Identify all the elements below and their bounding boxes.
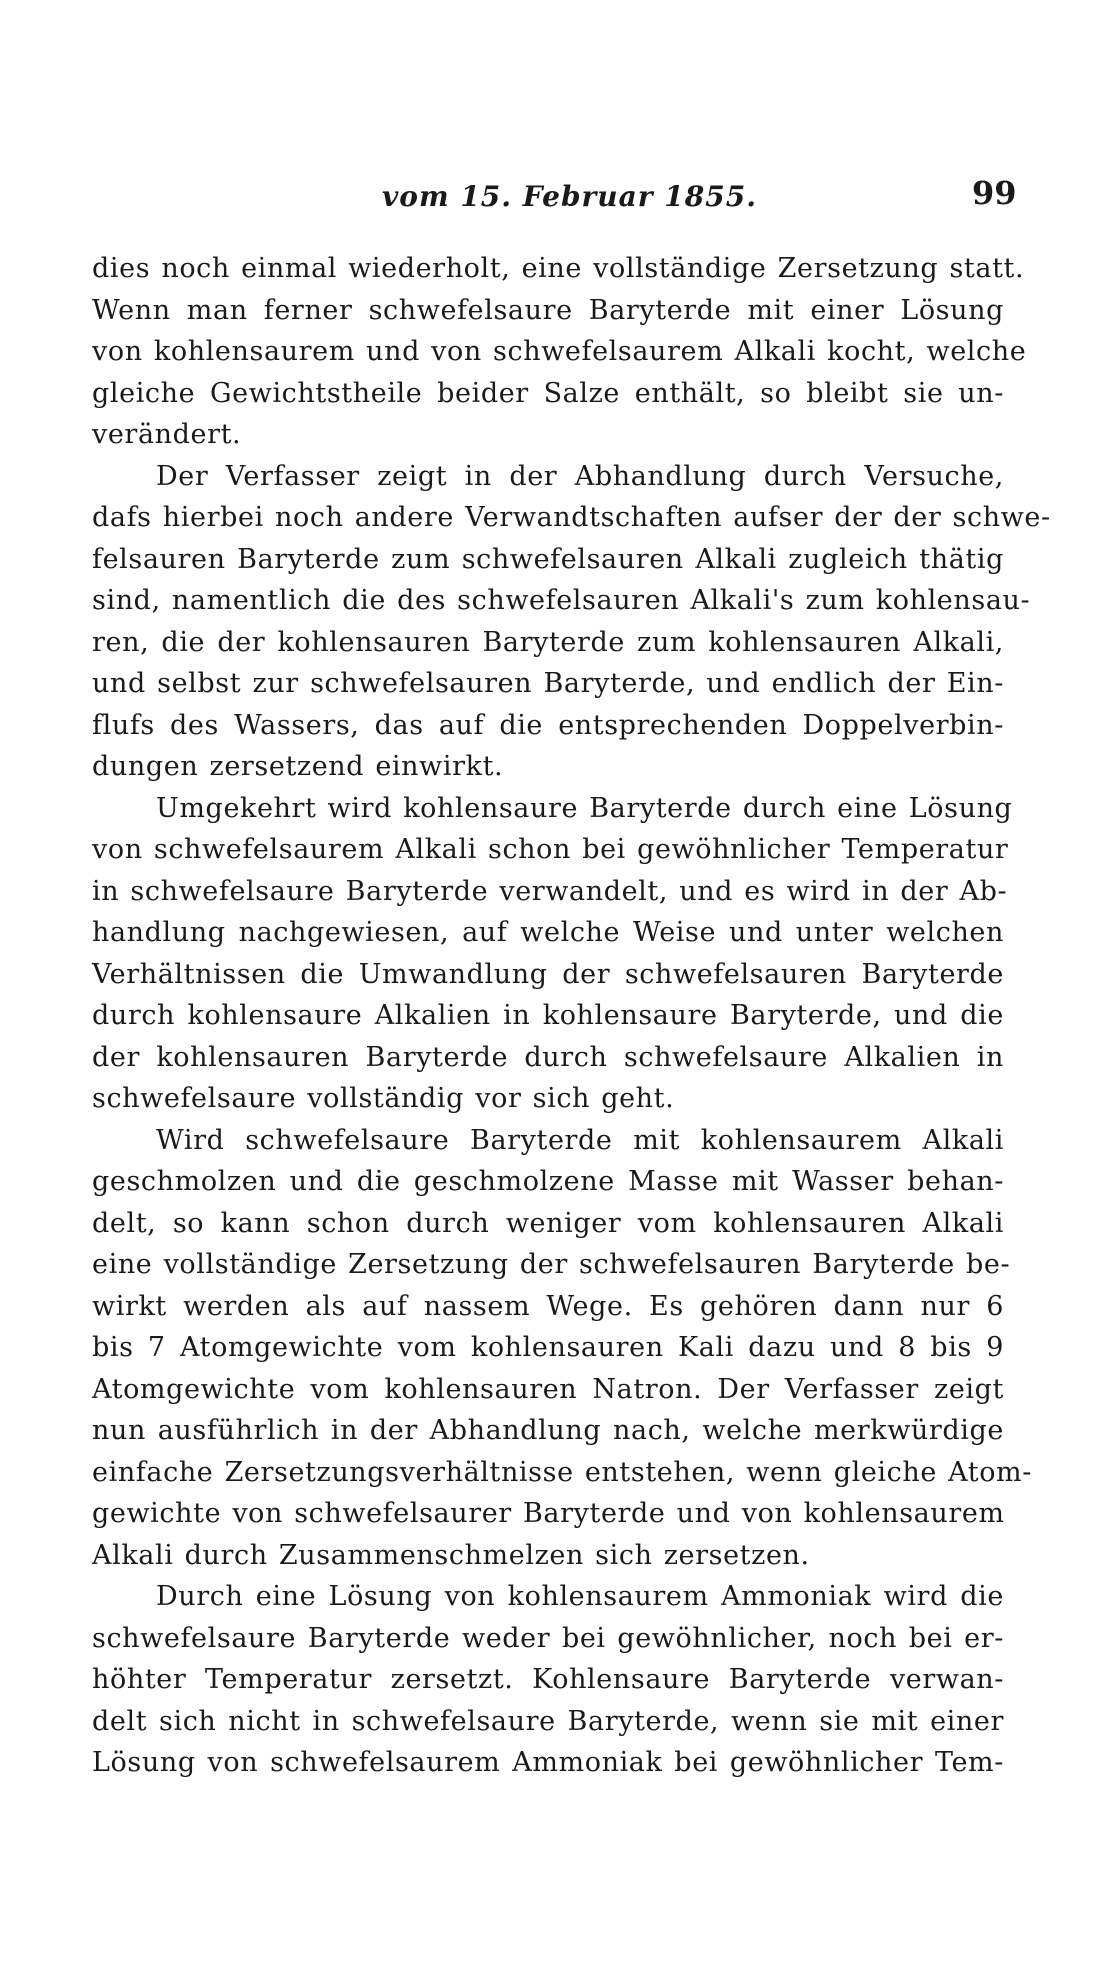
text-line: geschmolzen und die geschmolzene Masse mit Wasser behan- <box>92 1166 1004 1197</box>
paragraph-first-line: Umgekehrt wird kohlensaure Baryterde durch eine Lösung <box>156 792 1013 824</box>
page-number: 99 <box>972 174 1017 212</box>
text-line: gewichte von schwefelsaurer Baryterde und von kohlensaurem <box>92 1498 1005 1529</box>
paragraph-first-line: Durch eine Lösung von kohlensaurem Ammoniak wird die <box>156 1581 1004 1612</box>
text-line: Lösung von schwefelsaurem Ammoniak bei gewöhnlicher Tem- <box>92 1747 1004 1778</box>
text-line: gleiche Gewichtstheile beider Salze enthält, so bleibt sie un- <box>92 377 1004 409</box>
text-line: Wenn man ferner schwefelsaure Baryterde mit einer Lösung <box>92 294 1004 326</box>
text-line: handlung nachgewiesen, auf welche Weise und unter welchen <box>92 917 1004 948</box>
text-line: von kohlensaurem und von schwefelsaurem Alkali kocht, welche <box>92 336 1027 367</box>
text-line: in schwefelsaure Baryterde verwandelt, und es wird in der Ab- <box>92 875 1008 907</box>
text-line: Alkali durch Zusammenschmelzen sich zersetzen. <box>92 1539 810 1571</box>
text-line: Verhältnissen die Umwandlung der schwefelsauren Baryterde <box>92 958 1004 990</box>
text-line: wirkt werden als auf nassem Wege. Es gehören dann nur 6 <box>92 1290 1004 1322</box>
text-line: dies noch einmal wiederholt, eine vollständige Zersetzung statt. <box>92 253 1025 284</box>
text-line: delt sich nicht in schwefelsaure Baryterde, wenn sie mit einer <box>92 1705 1004 1737</box>
text-line: delt, so kann schon durch weniger vom kohlensauren Alkali <box>92 1207 1004 1239</box>
text-line: dungen zersetzend einwirkt. <box>92 751 504 782</box>
paragraph-first-line: Wird schwefelsaure Baryterde mit kohlensaurem Alkali <box>156 1124 1004 1156</box>
text-line: felsauren Baryterde zum schwefelsauren Alkali zugleich thätig <box>92 543 1004 575</box>
text-line: ren, die der kohlensauren Baryterde zum kohlensauren Alkali, <box>92 626 1004 658</box>
text-line: flufs des Wassers, das auf die entsprechenden Doppelverbin- <box>92 709 1004 741</box>
text-line: von schwefelsaurem Alkali schon bei gewöhnlicher Temperatur <box>92 834 1009 865</box>
text-line: schwefelsaure Baryterde weder bei gewöhnlicher, noch bei er- <box>92 1622 1004 1654</box>
text-line: und selbst zur schwefelsauren Baryterde, und endlich der Ein- <box>92 668 1004 699</box>
text-line: dafs hierbei noch andere Verwandtschaften aufser der der schwe- <box>92 502 1051 533</box>
text-line: der kohlensauren Baryterde durch schwefelsaure Alkalien in <box>92 1041 1004 1073</box>
text-line: schwefelsaure vollständig vor sich geht. <box>92 1083 675 1114</box>
body-text <box>92 248 1051 1784</box>
text-line: nun ausführlich in der Abhandlung nach, welche merkwürdige <box>92 1415 1004 1446</box>
paragraph-first-line: Der Verfasser zeigt in der Abhandlung durch Versuche, <box>156 460 1004 492</box>
text-line: eine vollständige Zersetzung der schwefelsauren Baryterde be- <box>92 1249 1011 1280</box>
text-line: bis 7 Atomgewichte vom kohlensauren Kali dazu und 8 bis 9 <box>92 1332 1004 1363</box>
text-line: Atomgewichte vom kohlensauren Natron. Der Verfasser zeigt <box>92 1373 1004 1405</box>
text-line: höhter Temperatur zersetzt. Kohlensaure Baryterde verwan- <box>92 1664 1004 1695</box>
text-line: einfache Zersetzungsverhältnisse entstehen, wenn gleiche Atom- <box>92 1456 1032 1488</box>
text-line: sind, namentlich die des schwefelsauren Alkali's zum kohlensau- <box>92 585 1031 616</box>
running-head-title: vom 15. Februar 1855. <box>382 180 757 213</box>
text-line: verändert. <box>92 419 242 450</box>
text-line: durch kohlensaure Alkalien in kohlensaure Baryterde, und die <box>92 1000 1004 1031</box>
running-head <box>0 174 1100 224</box>
